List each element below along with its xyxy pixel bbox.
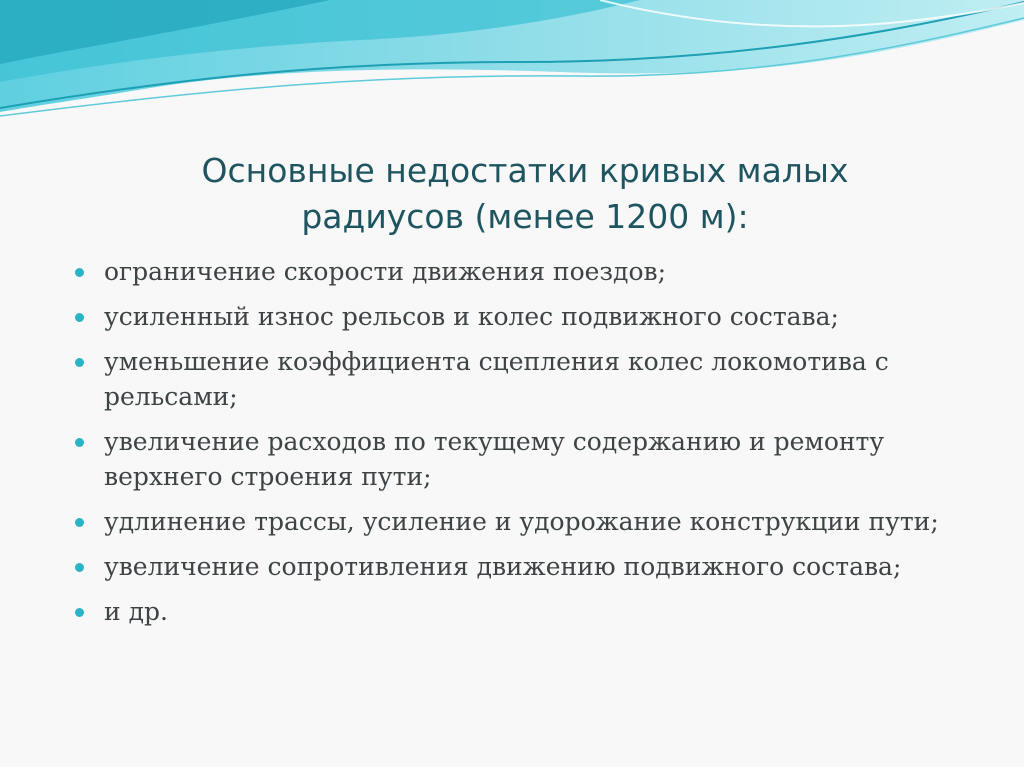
bullet-item bbox=[72, 594, 992, 629]
decorative-wave-header bbox=[0, 0, 1024, 120]
bullet-text: ограничение скорости движения поездов; bbox=[104, 257, 666, 286]
bullet-item bbox=[72, 504, 992, 539]
bullet-text: уменьшение коэффициента сцепления колес локомотива с рельсами; bbox=[104, 347, 889, 411]
bullet-item bbox=[72, 344, 992, 414]
bullet-text: удлинение трассы, усиление и удорожание конструкции пути; bbox=[104, 507, 939, 536]
bullet-dot-icon bbox=[75, 518, 84, 527]
slide-title-line-2: радиусов (менее 1200 м): bbox=[301, 197, 749, 236]
bullet-dot-icon bbox=[75, 608, 84, 617]
bullet-dot-icon bbox=[75, 438, 84, 447]
bullet-text: увеличение расходов по текущему содержанию и ремонту верхнего строения пути; bbox=[104, 427, 885, 491]
bullet-item bbox=[72, 549, 992, 584]
bullet-dot-icon bbox=[75, 313, 84, 322]
bullet-item bbox=[72, 424, 992, 494]
slide-title bbox=[100, 148, 950, 240]
bullet-dot-icon bbox=[75, 563, 84, 572]
bullet-item bbox=[72, 299, 992, 334]
bullet-item bbox=[72, 254, 992, 289]
bullet-list bbox=[72, 254, 992, 639]
slide-title-line-1: Основные недостатки кривых малых bbox=[201, 151, 849, 190]
bullet-text: и др. bbox=[104, 597, 168, 626]
bullet-dot-icon bbox=[75, 358, 84, 367]
bullet-dot-icon bbox=[75, 268, 84, 277]
bullet-text: усиленный износ рельсов и колес подвижного состава; bbox=[104, 302, 839, 331]
bullet-text: увеличение сопротивления движению подвижного состава; bbox=[104, 552, 902, 581]
